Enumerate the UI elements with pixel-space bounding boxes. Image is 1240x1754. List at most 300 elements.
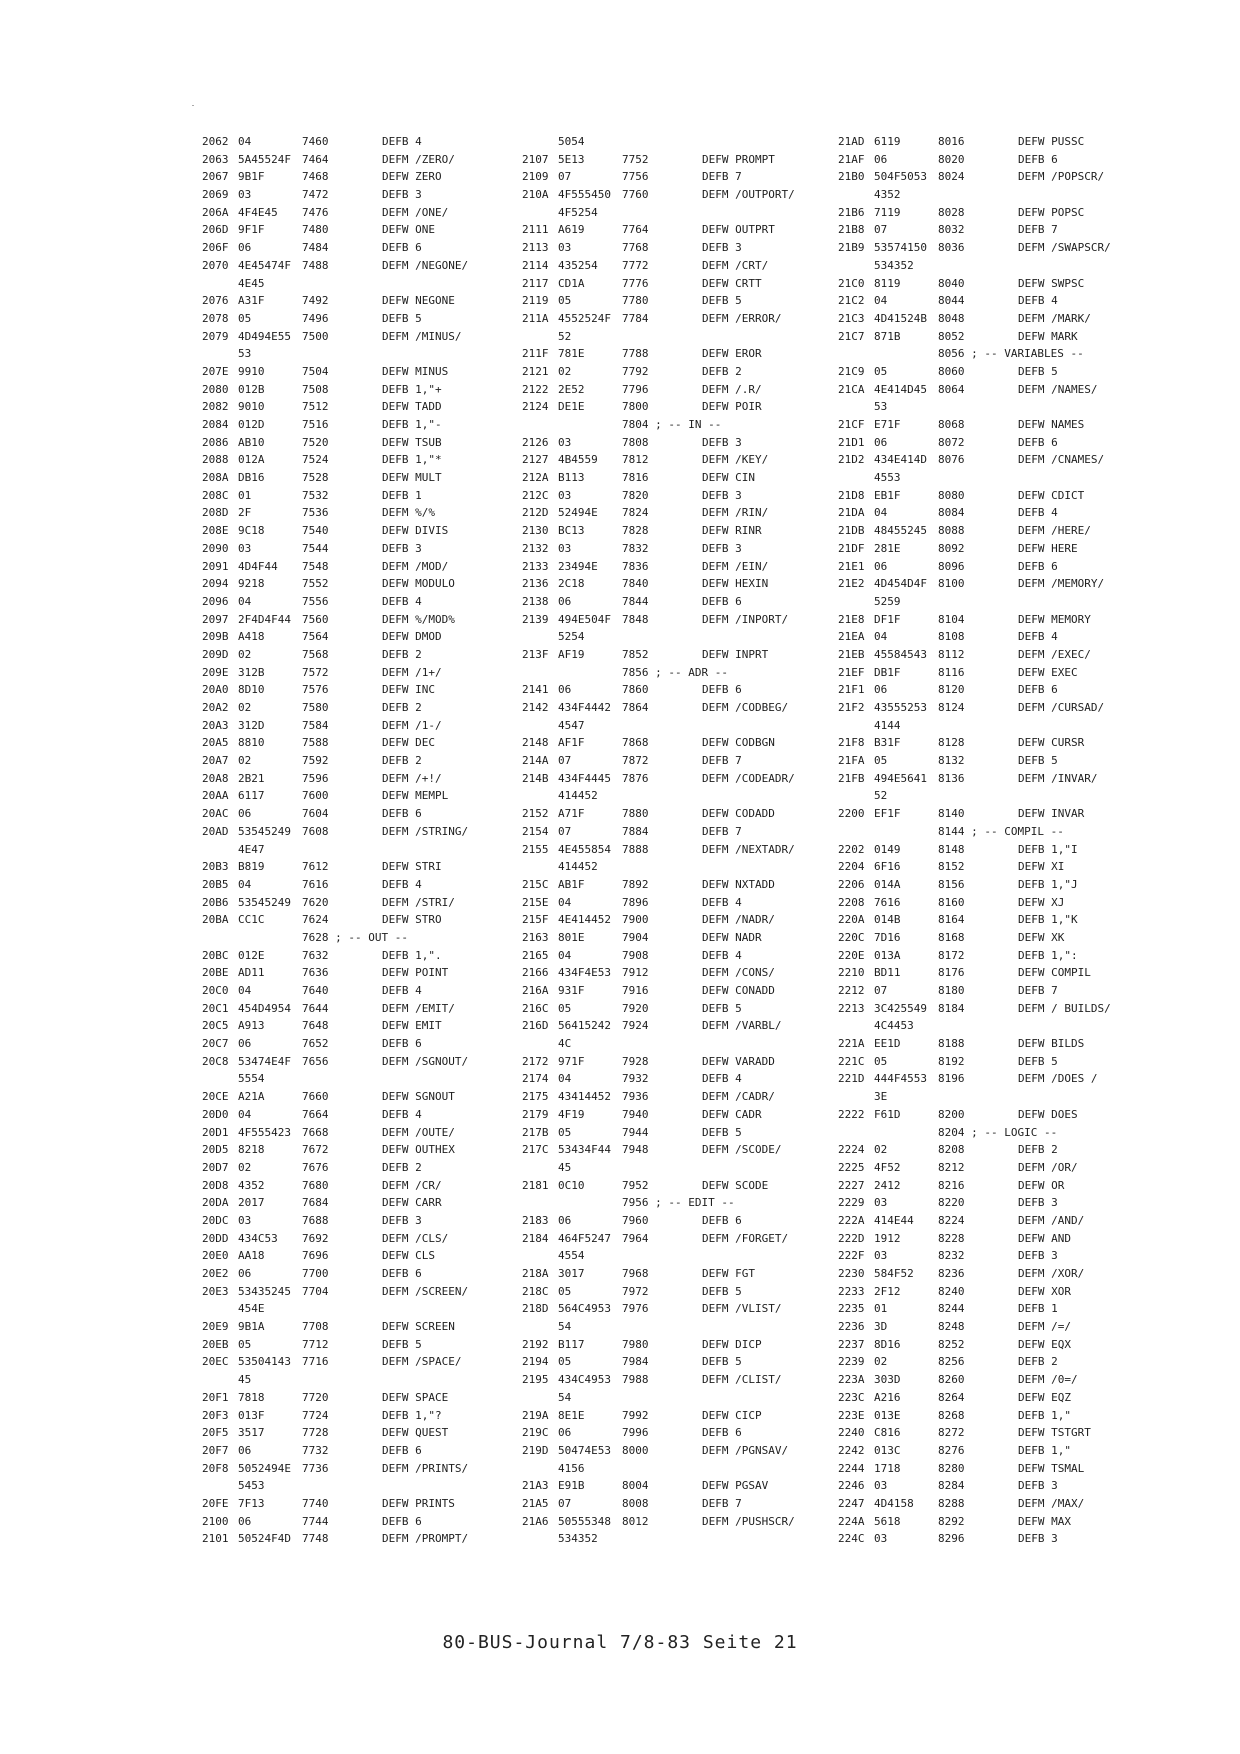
object-code: 05: [874, 754, 888, 768]
address: 208A: [202, 471, 229, 485]
address: 2233: [838, 1284, 865, 1298]
address: 20E9: [202, 1320, 229, 1334]
code-continuation: 53: [874, 400, 888, 414]
address: 2236: [838, 1320, 865, 1334]
listing-line: [838, 1460, 1138, 1478]
address: 20C1: [202, 1001, 229, 1015]
source-statement: DEFB 1,"+: [382, 382, 442, 396]
address: 2084: [202, 418, 229, 431]
listing-line: [838, 1212, 1138, 1230]
listing-line: [838, 1265, 1138, 1283]
listing-continuation-line: [202, 1300, 502, 1318]
listing-line: [202, 770, 502, 788]
object-code: 4E414D45: [874, 382, 927, 396]
object-code: B819: [238, 860, 265, 874]
line-number: 8052: [938, 329, 965, 343]
source-statement: DEFM /EXEC/: [1018, 647, 1091, 661]
code-continuation: 54: [558, 1390, 572, 1404]
line-number: 8256: [938, 1355, 965, 1369]
listing-line: [522, 239, 822, 257]
listing-line: [202, 522, 502, 540]
listing-continuation-line: [838, 593, 1138, 611]
listing-continuation-line: [202, 841, 502, 859]
line-number: 7560: [302, 612, 329, 626]
address: 2088: [202, 453, 229, 467]
object-code: AF19: [558, 647, 585, 661]
address: 21CF: [838, 418, 865, 431]
listing-line: [202, 221, 502, 239]
line-number: 7660: [302, 1090, 329, 1104]
source-statement: DEFW VARADD: [702, 1054, 775, 1068]
source-statement: DEFM /ERROR/: [702, 311, 782, 325]
line-number: 8168: [938, 930, 965, 944]
source-statement: DEFM /INVAR/: [1018, 771, 1098, 785]
line-number: 8164: [938, 913, 965, 927]
listing-line: [838, 1318, 1138, 1336]
source-statement: DEFW CDICT: [1018, 488, 1085, 502]
line-number: 7940: [622, 1107, 649, 1121]
source-statement: DEFB 4: [382, 877, 422, 891]
address: 21E1: [838, 559, 865, 573]
source-statement: DEFM /ZERO/: [382, 152, 455, 166]
address: 2202: [838, 842, 865, 856]
line-number: 8072: [938, 435, 965, 449]
listing-line: [838, 982, 1138, 1000]
source-statement: DEFB 6: [1018, 559, 1058, 573]
line-number: 7596: [302, 771, 329, 785]
source-statement: DEFM /EIN/: [702, 559, 769, 573]
source-statement: DEFW TADD: [382, 400, 442, 414]
listing-line: [202, 416, 502, 434]
source-statement: DEFB 5: [702, 294, 742, 308]
source-statement: DEFW BILDS: [1018, 1037, 1085, 1051]
listing-line: [838, 1336, 1138, 1354]
object-code: 50474E53: [558, 1443, 611, 1457]
line-number: 7864: [622, 701, 649, 714]
object-code: 2B21: [238, 771, 265, 785]
object-code: 971F: [558, 1054, 585, 1068]
address: 2230: [838, 1267, 865, 1280]
listing-line: [522, 451, 822, 469]
address: 21FA: [838, 754, 865, 768]
section-comment: 7956 ; -- EDIT --: [622, 1196, 735, 1210]
address: 2210: [838, 966, 865, 980]
line-number: 7800: [622, 400, 649, 414]
object-code: 434F4445: [558, 771, 611, 785]
source-statement: DEFW DICP: [702, 1337, 762, 1351]
code-continuation: 414452: [558, 789, 598, 803]
listing-line: [838, 558, 1138, 576]
line-number: 8064: [938, 382, 965, 396]
listing-line: [838, 894, 1138, 912]
object-code: E71F: [874, 418, 901, 431]
object-code: 8119: [874, 276, 901, 290]
object-code: 7F13: [238, 1496, 265, 1510]
line-number: 7928: [622, 1054, 649, 1068]
listing-line: [202, 1230, 502, 1248]
address: 2086: [202, 435, 229, 449]
source-statement: DEFW XOR: [1018, 1284, 1071, 1298]
address: 2070: [202, 258, 229, 272]
object-code: 05: [874, 364, 888, 378]
line-number: 8264: [938, 1390, 965, 1404]
line-number: 7496: [302, 311, 329, 325]
source-statement: DEFM /CODEADR/: [702, 771, 795, 785]
line-number: 7720: [302, 1390, 329, 1404]
source-statement: DEFM /CNAMES/: [1018, 453, 1105, 467]
line-number: 7652: [302, 1037, 329, 1051]
source-statement: DEFB 6: [702, 1213, 742, 1227]
listing-line: [202, 876, 502, 894]
listing-comment-line: [522, 1194, 822, 1212]
source-statement: DEFB 1,"I: [1018, 842, 1078, 856]
source-statement: DEFM /OUTE/: [382, 1125, 455, 1139]
listing-line: [838, 1495, 1138, 1513]
listing-line: [522, 558, 822, 576]
address: 2181: [522, 1178, 549, 1192]
source-statement: DEFB 6: [382, 1443, 422, 1457]
source-statement: DEFW SCODE: [702, 1178, 769, 1192]
code-continuation: 5054: [558, 135, 585, 148]
source-statement: DEFW EQZ: [1018, 1390, 1071, 1404]
address: 20F3: [202, 1408, 229, 1422]
object-code: 53574150: [874, 241, 927, 255]
listing-line: [838, 1513, 1138, 1531]
line-number: 8104: [938, 612, 965, 626]
address: 221A: [838, 1037, 865, 1051]
code-continuation: 4352: [874, 188, 901, 202]
line-number: 8280: [938, 1461, 965, 1475]
address: 2132: [522, 541, 549, 555]
object-code: 04: [558, 1072, 572, 1086]
listing-line: [838, 699, 1138, 717]
listing-line: [838, 1070, 1138, 1088]
source-statement: DEFB 1,".: [382, 948, 442, 962]
object-code: 06: [238, 807, 252, 821]
object-code: 07: [874, 223, 888, 237]
listing-line: [838, 133, 1138, 151]
address: 2067: [202, 170, 229, 184]
source-statement: DEFW EMIT: [382, 1019, 442, 1033]
listing-line: [522, 292, 822, 310]
object-code: 03: [874, 1249, 888, 1263]
address: 212A: [522, 471, 549, 485]
line-number: 7924: [622, 1019, 649, 1033]
object-code: 53435245: [238, 1284, 291, 1298]
address: 21D1: [838, 435, 865, 449]
line-number: 7556: [302, 594, 329, 608]
listing-line: [522, 257, 822, 275]
object-code: 444F4553: [874, 1072, 927, 1086]
object-code: 2017: [238, 1196, 265, 1210]
object-code: 48455245: [874, 524, 927, 538]
address: 2122: [522, 382, 549, 396]
address: 2078: [202, 311, 229, 325]
object-code: 05: [558, 1125, 572, 1139]
code-continuation: 454E: [238, 1302, 265, 1316]
address: 2212: [838, 984, 865, 997]
line-number: 7736: [302, 1461, 329, 1475]
address: 214A: [522, 754, 549, 768]
address: 2063: [202, 152, 229, 166]
listing-line: [522, 1407, 822, 1425]
code-continuation: 4144: [874, 718, 901, 732]
address: 2208: [838, 895, 865, 909]
listing-line: [202, 964, 502, 982]
source-statement: DEFW TSUB: [382, 435, 442, 449]
source-statement: DEFB 2: [702, 364, 742, 378]
source-statement: DEFB 5: [382, 311, 422, 325]
line-number: 8068: [938, 418, 965, 431]
listing-line: [202, 1336, 502, 1354]
listing-line: [838, 929, 1138, 947]
object-code: AF1F: [558, 736, 585, 750]
listing-line: [838, 1407, 1138, 1425]
address: 20FE: [202, 1496, 229, 1510]
address: 20A8: [202, 771, 229, 785]
code-continuation: 5554: [238, 1072, 265, 1086]
listing-line: [522, 841, 822, 859]
listing-comment-line: [838, 345, 1138, 363]
listing-line: [522, 487, 822, 505]
address: 206A: [202, 205, 229, 219]
object-code: AB10: [238, 435, 265, 449]
line-number: 8116: [938, 665, 965, 679]
object-code: 6F16: [874, 860, 901, 874]
source-statement: DEFB 1,"J: [1018, 877, 1078, 891]
source-statement: DEFM /ONE/: [382, 205, 449, 219]
line-number: 7872: [622, 754, 649, 768]
line-number: 8188: [938, 1037, 965, 1051]
object-code: AD11: [238, 966, 265, 980]
address: 20B6: [202, 895, 229, 909]
listing-continuation-line: [838, 257, 1138, 275]
address: 21B9: [838, 241, 865, 255]
object-code: 05: [558, 1001, 572, 1015]
line-number: 8012: [622, 1514, 649, 1528]
line-number: 7992: [622, 1408, 649, 1422]
listing-line: [202, 982, 502, 1000]
object-code: 06: [874, 559, 888, 573]
object-code: 4E455854: [558, 842, 611, 856]
listing-line: [838, 964, 1138, 982]
address: 2239: [838, 1355, 865, 1369]
listing-line: [522, 1088, 822, 1106]
listing-line: [522, 504, 822, 522]
line-number: 7672: [302, 1143, 329, 1157]
line-number: 7624: [302, 913, 329, 927]
source-statement: DEFM %/%: [382, 506, 435, 520]
listing-line: [202, 558, 502, 576]
line-number: 7836: [622, 559, 649, 573]
address: 21A6: [522, 1514, 549, 1528]
listing-line: [838, 1283, 1138, 1301]
listing-line: [202, 611, 502, 629]
line-number: 7860: [622, 683, 649, 697]
line-number: 8196: [938, 1072, 965, 1086]
listing-continuation-line: [522, 1035, 822, 1053]
address: 21EF: [838, 665, 865, 679]
source-statement: DEFM /NEXTADR/: [702, 842, 795, 856]
listing-continuation-line: [522, 628, 822, 646]
listing-line: [202, 292, 502, 310]
listing-continuation-line: [838, 398, 1138, 416]
address: 2224: [838, 1143, 865, 1157]
source-statement: DEFM /CODBEG/: [702, 701, 789, 714]
listing-line: [202, 1495, 502, 1513]
line-number: 7684: [302, 1196, 329, 1210]
source-statement: DEFB 7: [702, 754, 742, 768]
listing-line: [838, 1442, 1138, 1460]
address: 211F: [522, 347, 549, 361]
address: 2192: [522, 1337, 549, 1351]
section-comment: 8144 ; -- COMPIL --: [938, 824, 1064, 838]
listing-line: [202, 504, 502, 522]
listing-line: [202, 1442, 502, 1460]
address: 21CA: [838, 382, 865, 396]
line-number: 7572: [302, 665, 329, 679]
listing-continuation-line: [838, 717, 1138, 735]
listing-line: [202, 1106, 502, 1124]
line-number: 8136: [938, 771, 965, 785]
listing-line: [838, 275, 1138, 293]
line-number: 8028: [938, 205, 965, 219]
source-statement: DEFW DMOD: [382, 630, 442, 644]
listing-line: [202, 257, 502, 275]
source-statement: DEFB 1,"?: [382, 1408, 442, 1422]
address: 220C: [838, 930, 865, 944]
address: 20E2: [202, 1267, 229, 1280]
line-number: 7492: [302, 294, 329, 308]
line-number: 7484: [302, 241, 329, 255]
source-statement: DEFB 4: [382, 135, 422, 148]
line-number: 8140: [938, 807, 965, 821]
line-number: 8108: [938, 630, 965, 644]
listing-line: [522, 1017, 822, 1035]
object-code: 9218: [238, 577, 265, 591]
line-number: 7692: [302, 1231, 329, 1245]
listing-line: [202, 1017, 502, 1035]
listing-line: [838, 858, 1138, 876]
line-number: 8228: [938, 1231, 965, 1245]
address: 2183: [522, 1213, 549, 1227]
listing-line: [202, 787, 502, 805]
address: 221C: [838, 1054, 865, 1068]
object-code: 07: [558, 170, 572, 184]
line-number: 7988: [622, 1373, 649, 1387]
line-number: 7568: [302, 647, 329, 661]
listing-comment-line: [202, 929, 502, 947]
listing-line: [522, 770, 822, 788]
source-statement: DEFW HEXIN: [702, 577, 769, 591]
address: 20BE: [202, 966, 229, 980]
source-statement: DEFM /OR/: [1018, 1160, 1078, 1174]
listing-line: [522, 1070, 822, 1088]
line-number: 7812: [622, 453, 649, 467]
address: 20BA: [202, 913, 229, 927]
object-code: 03: [558, 241, 572, 255]
listing-line: [202, 1353, 502, 1371]
object-code: 04: [238, 1107, 252, 1121]
object-code: 2C18: [558, 577, 585, 591]
listing-line: [838, 681, 1138, 699]
listing-line: [838, 168, 1138, 186]
address: 20EB: [202, 1337, 229, 1351]
source-statement: DEFB 7: [702, 824, 742, 838]
object-code: 02: [238, 754, 252, 768]
line-number: 8240: [938, 1284, 965, 1298]
object-code: DB16: [238, 471, 265, 485]
source-statement: DEFW INVAR: [1018, 807, 1085, 821]
line-number: 7664: [302, 1107, 329, 1121]
source-statement: DEFB 7: [1018, 984, 1058, 997]
address: 20F7: [202, 1443, 229, 1457]
address: 2152: [522, 807, 549, 821]
object-code: 0C10: [558, 1178, 585, 1192]
object-code: 03: [238, 541, 252, 555]
address: 20EC: [202, 1355, 229, 1369]
object-code: 781E: [558, 347, 585, 361]
listing-line: [522, 1230, 822, 1248]
listing-line: [522, 221, 822, 239]
listing-line: [202, 1053, 502, 1071]
address: 20F5: [202, 1426, 229, 1440]
listing-line: [838, 752, 1138, 770]
listing-line: [202, 1159, 502, 1177]
line-number: 8292: [938, 1514, 965, 1528]
listing-comment-line: [522, 416, 822, 434]
listing-line: [522, 1212, 822, 1230]
object-code: A31F: [238, 294, 265, 308]
listing-line: [202, 894, 502, 912]
address: 20E0: [202, 1249, 229, 1263]
listing-continuation-line: [838, 787, 1138, 805]
object-code: 9910: [238, 364, 265, 378]
listing-line: [522, 168, 822, 186]
line-number: 8024: [938, 170, 965, 184]
address: 21F2: [838, 701, 865, 714]
listing-continuation-line: [202, 275, 502, 293]
listing-line: [202, 858, 502, 876]
address: 2166: [522, 966, 549, 980]
code-continuation: 52: [874, 789, 888, 803]
object-code: 312D: [238, 718, 265, 732]
source-statement: DEFW NXTADD: [702, 877, 775, 891]
object-code: 07: [558, 1496, 572, 1510]
address: 218C: [522, 1284, 549, 1298]
source-statement: DEFB 1,"-: [382, 418, 442, 431]
source-statement: DEFW ZERO: [382, 170, 442, 184]
object-code: 53504143: [238, 1355, 291, 1369]
object-code: 3C425549: [874, 1001, 927, 1015]
object-code: 7818: [238, 1390, 265, 1404]
object-code: EF1F: [874, 807, 901, 821]
address: 21C0: [838, 276, 865, 290]
line-number: 8200: [938, 1107, 965, 1121]
line-number: 7536: [302, 506, 329, 520]
source-statement: DEFW INC: [382, 683, 435, 697]
line-number: 7876: [622, 771, 649, 785]
listing-line: [522, 575, 822, 593]
object-code: 584F52: [874, 1267, 914, 1280]
line-number: 7816: [622, 471, 649, 485]
object-code: B117: [558, 1337, 585, 1351]
listing-continuation-line: [522, 1460, 822, 1478]
line-number: 8096: [938, 559, 965, 573]
address: 224C: [838, 1532, 865, 1546]
listing-line: [522, 911, 822, 929]
line-number: 7948: [622, 1143, 649, 1157]
